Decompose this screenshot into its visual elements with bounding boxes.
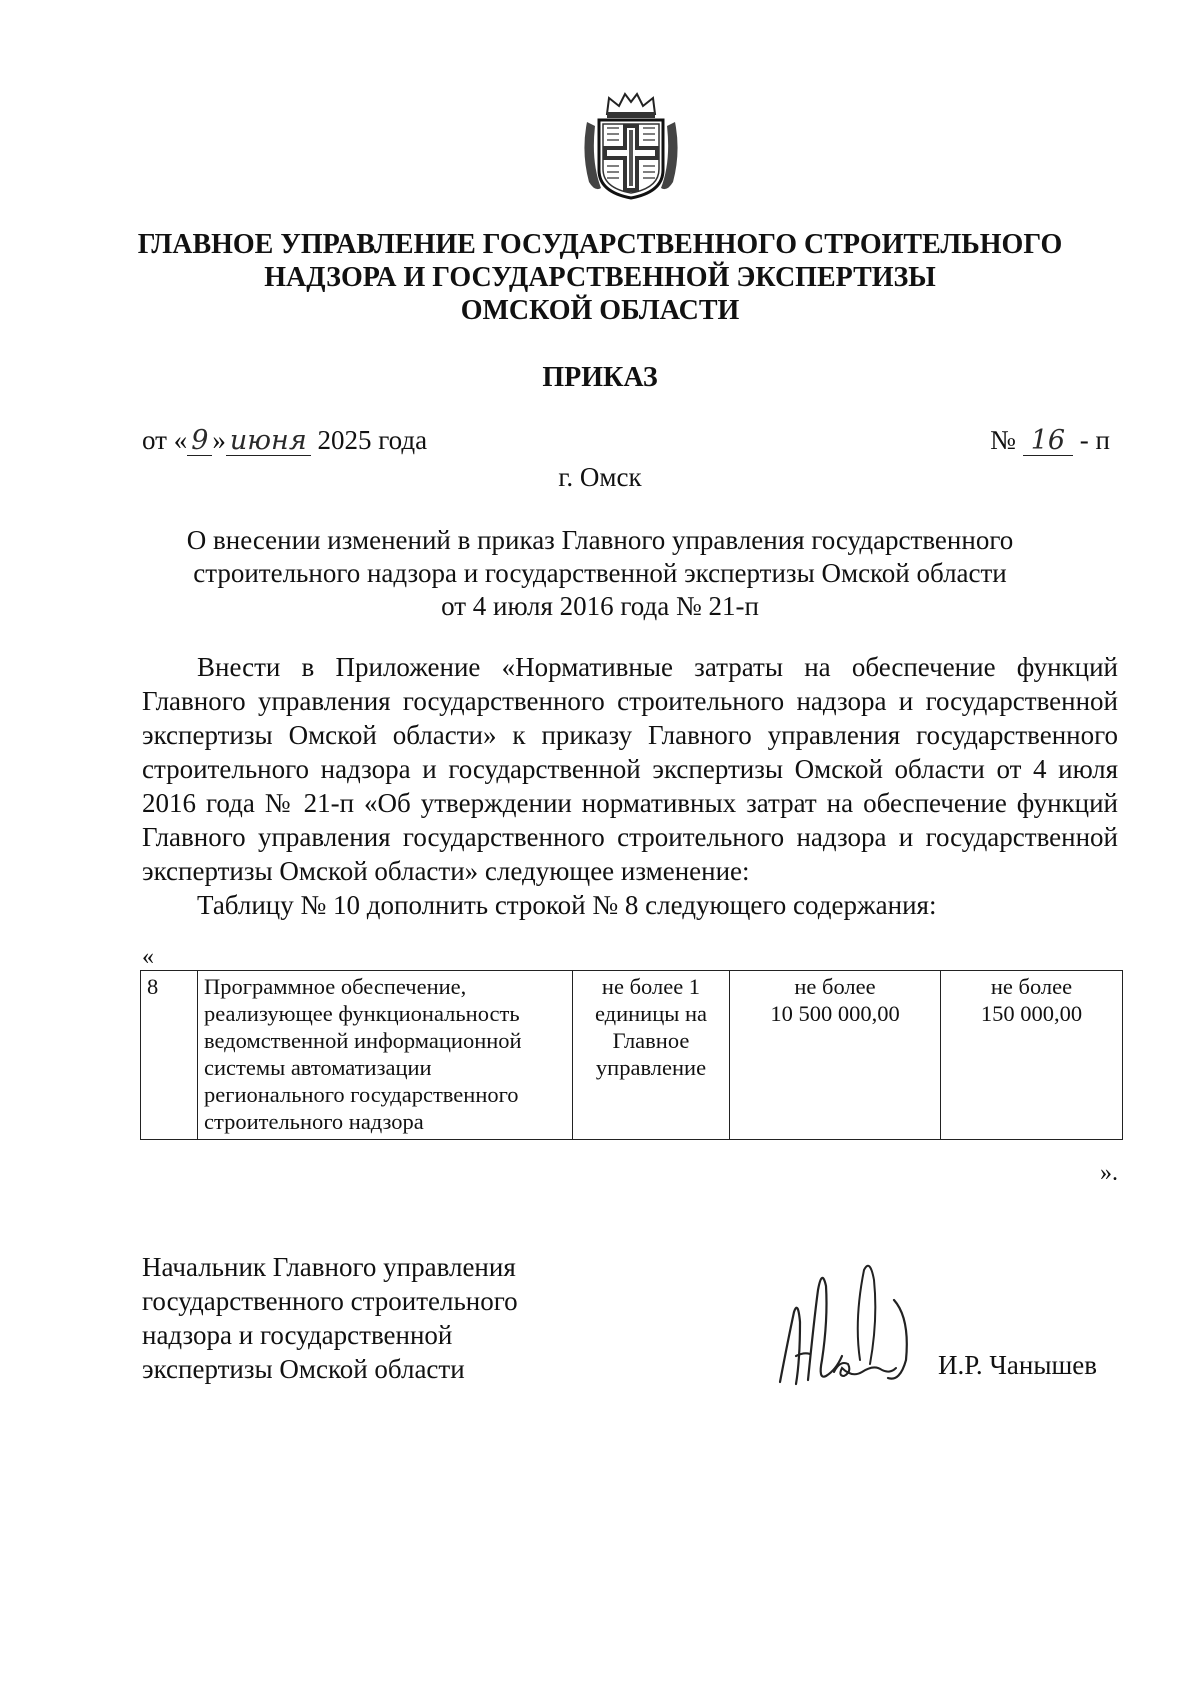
item-name-line: ведомственной информационной [204, 1028, 522, 1053]
signatory-position [142, 1250, 518, 1386]
position-line: государственного строительного [142, 1286, 518, 1316]
item-name-line: Программное обеспечение, [204, 974, 467, 999]
number-suffix: - п [1079, 425, 1110, 455]
quantity-line: единицы на [594, 1001, 708, 1026]
cost-line: 150 000,00 [980, 1001, 1083, 1026]
body-paragraph-1: Внести в Приложение «Нормативные затраты на обеспечение функций Главного управления государственного строительного надзора и государственной экспертизы Омской области» к приказу Главного управления государственного строительного надзора и государственной экспертизы Омской области от 4 июля 2016 года № 21-п «Об утверждении нормативных затрат на обеспечение функций Главного управления государственного строительного надзора и государственной экспертизы Омской области» следующее изменение: [142, 652, 1118, 886]
price-line: 10 500 000,00 [770, 1001, 900, 1026]
quantity-line: Главное [612, 1028, 690, 1053]
date-year: 2025 года [317, 425, 428, 455]
city-name: г. Омск [558, 462, 642, 492]
quantity-line: управление [595, 1055, 707, 1080]
row-number-cell: 8 [141, 971, 198, 1140]
quote-close-mark: ». [1100, 1160, 1118, 1186]
order-subject [150, 524, 1050, 623]
item-name-line: реализующее функциональность [204, 1001, 520, 1026]
handwritten-signature [778, 1260, 928, 1395]
cost-line: не более [990, 974, 1073, 999]
amendment-table [140, 970, 1123, 1140]
item-name-line: системы автоматизации [204, 1055, 432, 1080]
quote-open-mark: « [142, 944, 154, 970]
org-line-2: НАДЗОРА И ГОСУДАРСТВЕННОЙ ЭКСПЕРТИЗЫ [264, 262, 936, 293]
order-date [142, 425, 427, 456]
body-paragraph-2: Таблицу № 10 дополнить строкой № 8 следующего содержания: [197, 890, 937, 920]
price-cell [730, 971, 941, 1140]
signatory-name: И.Р. Чанышев [938, 1350, 1098, 1380]
position-line: экспертизы Омской области [142, 1354, 465, 1384]
item-name-cell [198, 971, 573, 1140]
number-value-handwritten: 16 [1023, 427, 1073, 456]
subject-line-2: строительного надзора и государственной экспертизы Омской области [193, 558, 1007, 588]
number-sign: № [990, 425, 1016, 455]
subject-line-1: О внесении изменений в приказ Главного управления государственного [186, 525, 1014, 555]
date-month-handwritten: июня [226, 427, 311, 456]
quantity-cell [573, 971, 730, 1140]
date-mid: » [212, 425, 226, 455]
date-day-handwritten: 9 [187, 427, 212, 456]
document-type-title: ПРИКАЗ [542, 362, 658, 393]
item-name-line: строительного надзора [204, 1109, 424, 1134]
position-line: Начальник Главного управления [142, 1252, 516, 1282]
coat-of-arms-emblem [579, 92, 683, 200]
org-line-3: ОМСКОЙ ОБЛАСТИ [460, 295, 740, 326]
item-name-line: регионального государственного [204, 1082, 519, 1107]
subject-line-3: от 4 июля 2016 года № 21-п [441, 591, 759, 621]
order-body [142, 650, 1118, 922]
organization-name [100, 228, 1100, 327]
position-line: надзора и государственной [142, 1320, 453, 1350]
cost-cell [941, 971, 1123, 1140]
date-prefix: от « [142, 425, 188, 455]
org-line-1: ГЛАВНОЕ УПРАВЛЕНИЕ ГОСУДАРСТВЕННОГО СТРОИТЕЛЬНОГО [137, 229, 1063, 260]
order-number [990, 425, 1110, 456]
price-line: не более [794, 974, 876, 999]
table-row [141, 971, 1123, 1140]
quantity-line: не более 1 [601, 974, 701, 999]
